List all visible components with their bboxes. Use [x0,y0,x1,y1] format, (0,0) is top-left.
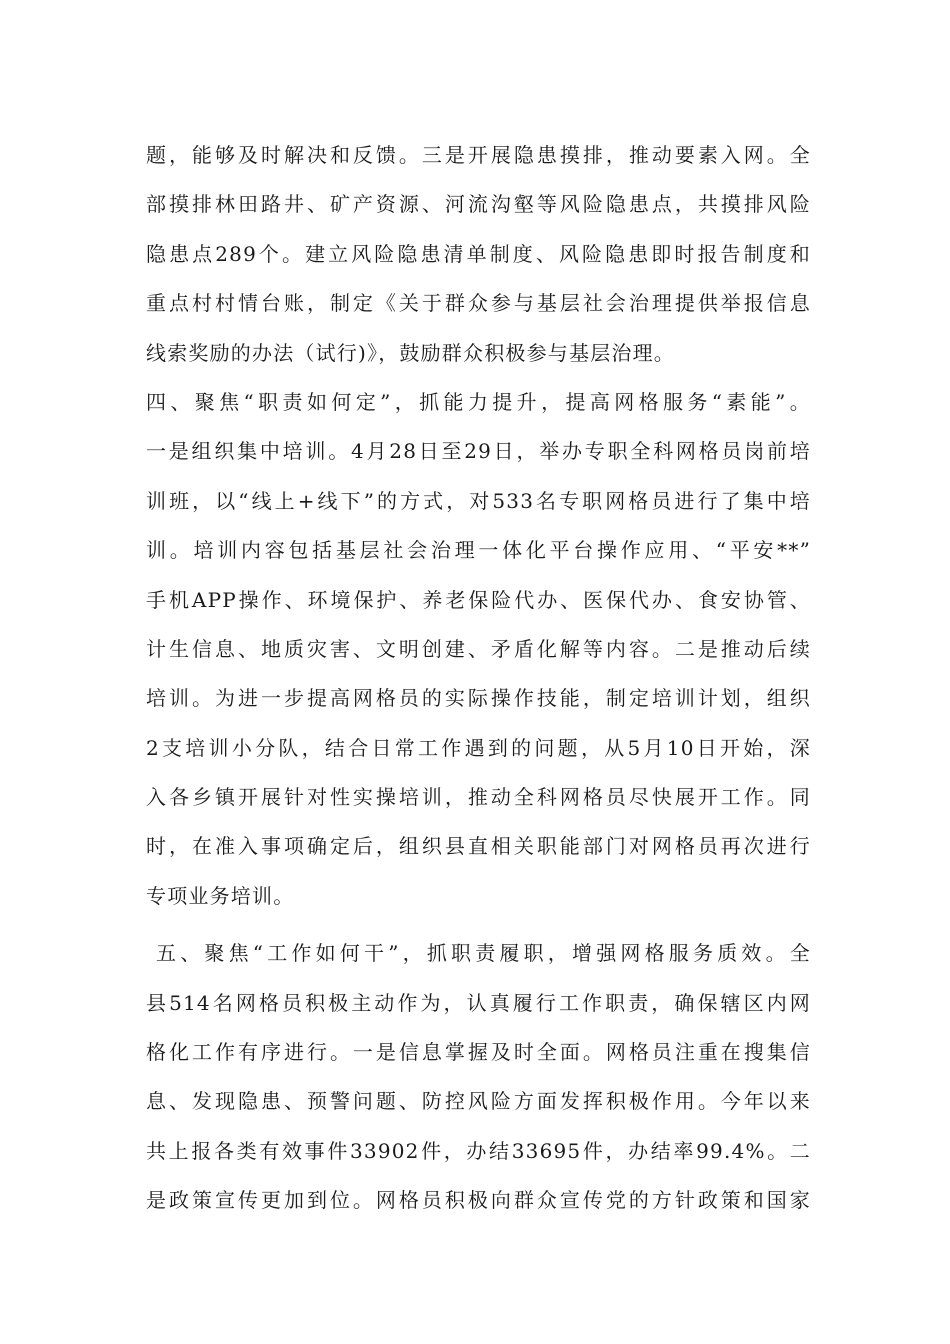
text-line: 时，在准入事项确定后，组织县直相关职能部门对网格员再次进行 [146,834,811,859]
section-heading: 四、聚焦“职责如何定”，抓能力提升，提高网格服务“素能”。 [146,389,811,414]
text-line: 共上报各类有效事件33902件，办结33695件，办结率99.4%。二 [146,1138,811,1163]
text-line: 入各乡镇开展针对性实操培训，推动全科网格员尽快展开工作。同 [146,785,811,810]
text-line: 题，能够及时解决和反馈。三是开展隐患摸排，推动要素入网。全 [146,143,811,167]
text-line: 训班，以“线上+线下”的方式，对533名专职网格员进行了集中培 [146,488,811,513]
text-line: 是政策宣传更加到位。网格员积极向群众宣传党的方针政策和国家 [146,1188,811,1213]
section-heading: 五、聚焦“工作如何干”，抓职责履职，增强网格服务质效。全 [156,941,811,966]
body-text [146,131,811,1226]
text-line: 专项业务培训。 [146,883,295,908]
text-line: 一是组织集中培训。4月28日至29日，举办专职全科网格员岗前培 [146,439,811,464]
text-line: 息、发现隐患、预警问题、防控风险方面发挥积极作用。今年以来 [146,1089,811,1114]
text-line: 培训。为进一步提高网格员的实际操作技能，制定培训计划，组织 [146,686,811,711]
text-line: 计生信息、地质灾害、文明创建、矛盾化解等内容。二是推动后续 [146,636,811,661]
text-line: 部摸排林田路井、矿产资源、河流沟壑等风险隐患点，共摸排风险 [146,192,811,217]
text-line: 格化工作有序进行。一是信息掌握及时全面。网格员注重在搜集信 [146,1040,811,1065]
text-line: 2支培训小分队，结合日常工作遇到的问题，从5月10日开始，深 [146,735,811,760]
text-line: 县514名网格员积极主动作为，认真履行工作职责，确保辖区内网 [146,990,811,1015]
text-line: 隐患点289个。建立风险隐患清单制度、风险隐患即时报告制度和 [146,241,811,266]
text-line: 线索奖励的办法（试行)》，鼓励群众积极参与基层治理。 [146,340,676,365]
paragraph-gap [146,921,811,929]
text-line: 手机APP操作、环境保护、养老保险代办、医保代办、食安协管、 [146,587,811,612]
text-line: 重点村村情台账，制定《关于群众参与基层社会治理提供举报信息 [146,291,811,316]
text-line: 训。培训内容包括基层社会治理一体化平台操作应用、“平安**” [146,538,811,563]
